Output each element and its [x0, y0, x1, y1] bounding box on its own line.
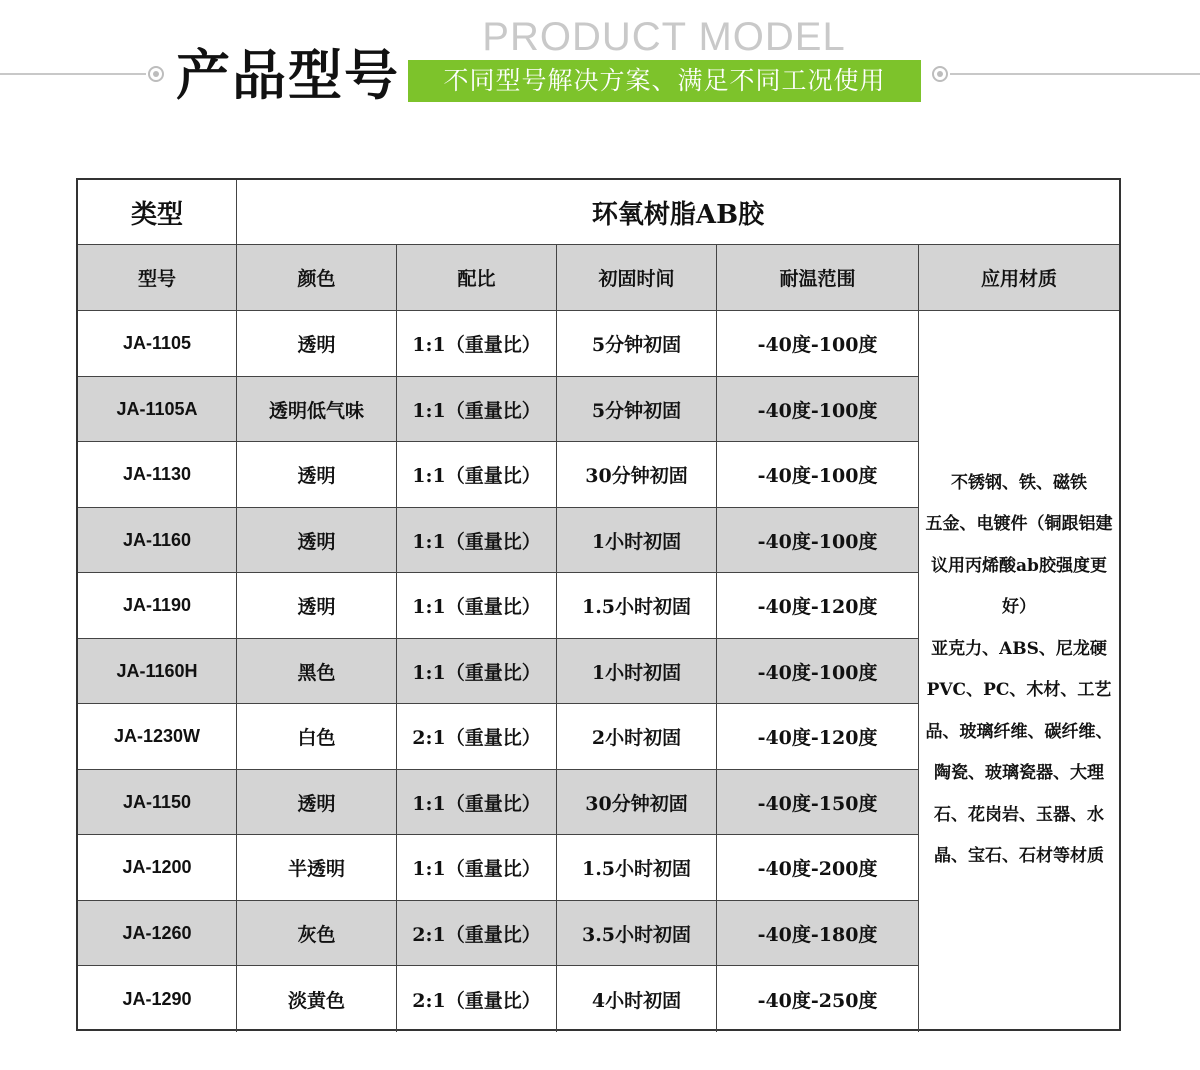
page-title: 产品型号: [176, 44, 400, 107]
type-label-cell: 类型: [78, 180, 237, 245]
color-cell: 黑色: [237, 639, 397, 704]
color-cell: 白色: [237, 704, 397, 770]
ratio-cell: 1:1（重量比）: [397, 639, 557, 704]
temperature-cell: -40度-100度: [717, 639, 919, 704]
column-header-model: 型号: [78, 245, 237, 311]
cure-time-cell: 4小时初固: [557, 966, 717, 1032]
column-header-application: 应用材质: [919, 245, 1119, 311]
column-header-temperature: 耐温范围: [717, 245, 919, 311]
cure-time-cell: 30分钟初固: [557, 770, 717, 835]
cure-time-cell: 2小时初固: [557, 704, 717, 770]
cure-time-cell: 1.5小时初固: [557, 573, 717, 639]
cure-time-cell: 30分钟初固: [557, 442, 717, 508]
ratio-cell: 1:1（重量比）: [397, 508, 557, 573]
temperature-cell: -40度-100度: [717, 442, 919, 508]
column-header-cure-time: 初固时间: [557, 245, 717, 311]
product-name-cell: 环氧树脂AB胶: [237, 180, 1119, 245]
ratio-cell: 1:1（重量比）: [397, 573, 557, 639]
color-cell: 透明: [237, 573, 397, 639]
temperature-cell: -40度-250度: [717, 966, 919, 1032]
color-cell: 半透明: [237, 835, 397, 901]
application-materials-text: 不锈钢、铁、磁铁 五金、电镀件（铜跟铝建议用丙烯酸ab胶强度更好） 亚克力、ABS、尼龙硬PVC、PC、木材、工艺品、玻璃纤维、碳纤维、陶瓷、玻璃瓷器、大理石、花岗岩、玉器、水晶、宝石、石材等材质: [925, 472, 1113, 866]
color-cell: 透明: [237, 311, 397, 377]
temperature-cell: -40度-100度: [717, 377, 919, 442]
color-cell: 灰色: [237, 901, 397, 966]
ratio-cell: 1:1（重量比）: [397, 770, 557, 835]
model-cell: JA-1230W: [78, 704, 237, 770]
temperature-cell: -40度-180度: [717, 901, 919, 966]
cure-time-cell: 5分钟初固: [557, 377, 717, 442]
model-cell: JA-1260: [78, 901, 237, 966]
ratio-cell: 2:1（重量比）: [397, 966, 557, 1032]
color-cell: 透明: [237, 770, 397, 835]
model-cell: JA-1150: [78, 770, 237, 835]
color-cell: 透明: [237, 508, 397, 573]
model-cell: JA-1160H: [78, 639, 237, 704]
column-header-ratio: 配比: [397, 245, 557, 311]
circle-dot-icon: [932, 66, 948, 82]
header-divider-left: [0, 73, 146, 75]
temperature-cell: -40度-150度: [717, 770, 919, 835]
model-cell: JA-1105A: [78, 377, 237, 442]
cure-time-cell: 1.5小时初固: [557, 835, 717, 901]
product-model-table: [76, 178, 1121, 1031]
model-cell: JA-1105: [78, 311, 237, 377]
column-header-color: 颜色: [237, 245, 397, 311]
color-cell: 淡黄色: [237, 966, 397, 1032]
ratio-cell: 1:1（重量比）: [397, 442, 557, 508]
application-materials-cell: [919, 311, 1119, 1029]
temperature-cell: -40度-120度: [717, 573, 919, 639]
color-cell: 透明低气味: [237, 377, 397, 442]
model-cell: JA-1130: [78, 442, 237, 508]
temperature-cell: -40度-120度: [717, 704, 919, 770]
cure-time-cell: 1小时初固: [557, 639, 717, 704]
ratio-cell: 2:1（重量比）: [397, 901, 557, 966]
circle-dot-icon: [148, 66, 164, 82]
temperature-cell: -40度-100度: [717, 508, 919, 573]
model-cell: JA-1190: [78, 573, 237, 639]
cure-time-cell: 1小时初固: [557, 508, 717, 573]
ratio-cell: 1:1（重量比）: [397, 835, 557, 901]
color-cell: 透明: [237, 442, 397, 508]
model-cell: JA-1160: [78, 508, 237, 573]
ratio-cell: 1:1（重量比）: [397, 311, 557, 377]
model-cell: JA-1290: [78, 966, 237, 1032]
temperature-cell: -40度-100度: [717, 311, 919, 377]
slogan-badge: 不同型号解决方案、满足不同工况使用: [408, 60, 921, 102]
ratio-cell: 2:1（重量比）: [397, 704, 557, 770]
model-cell: JA-1200: [78, 835, 237, 901]
cure-time-cell: 5分钟初固: [557, 311, 717, 377]
ratio-cell: 1:1（重量比）: [397, 377, 557, 442]
temperature-cell: -40度-200度: [717, 835, 919, 901]
cure-time-cell: 3.5小时初固: [557, 901, 717, 966]
header-divider-right: [950, 73, 1200, 75]
english-subtitle: PRODUCT MODEL: [482, 15, 846, 59]
